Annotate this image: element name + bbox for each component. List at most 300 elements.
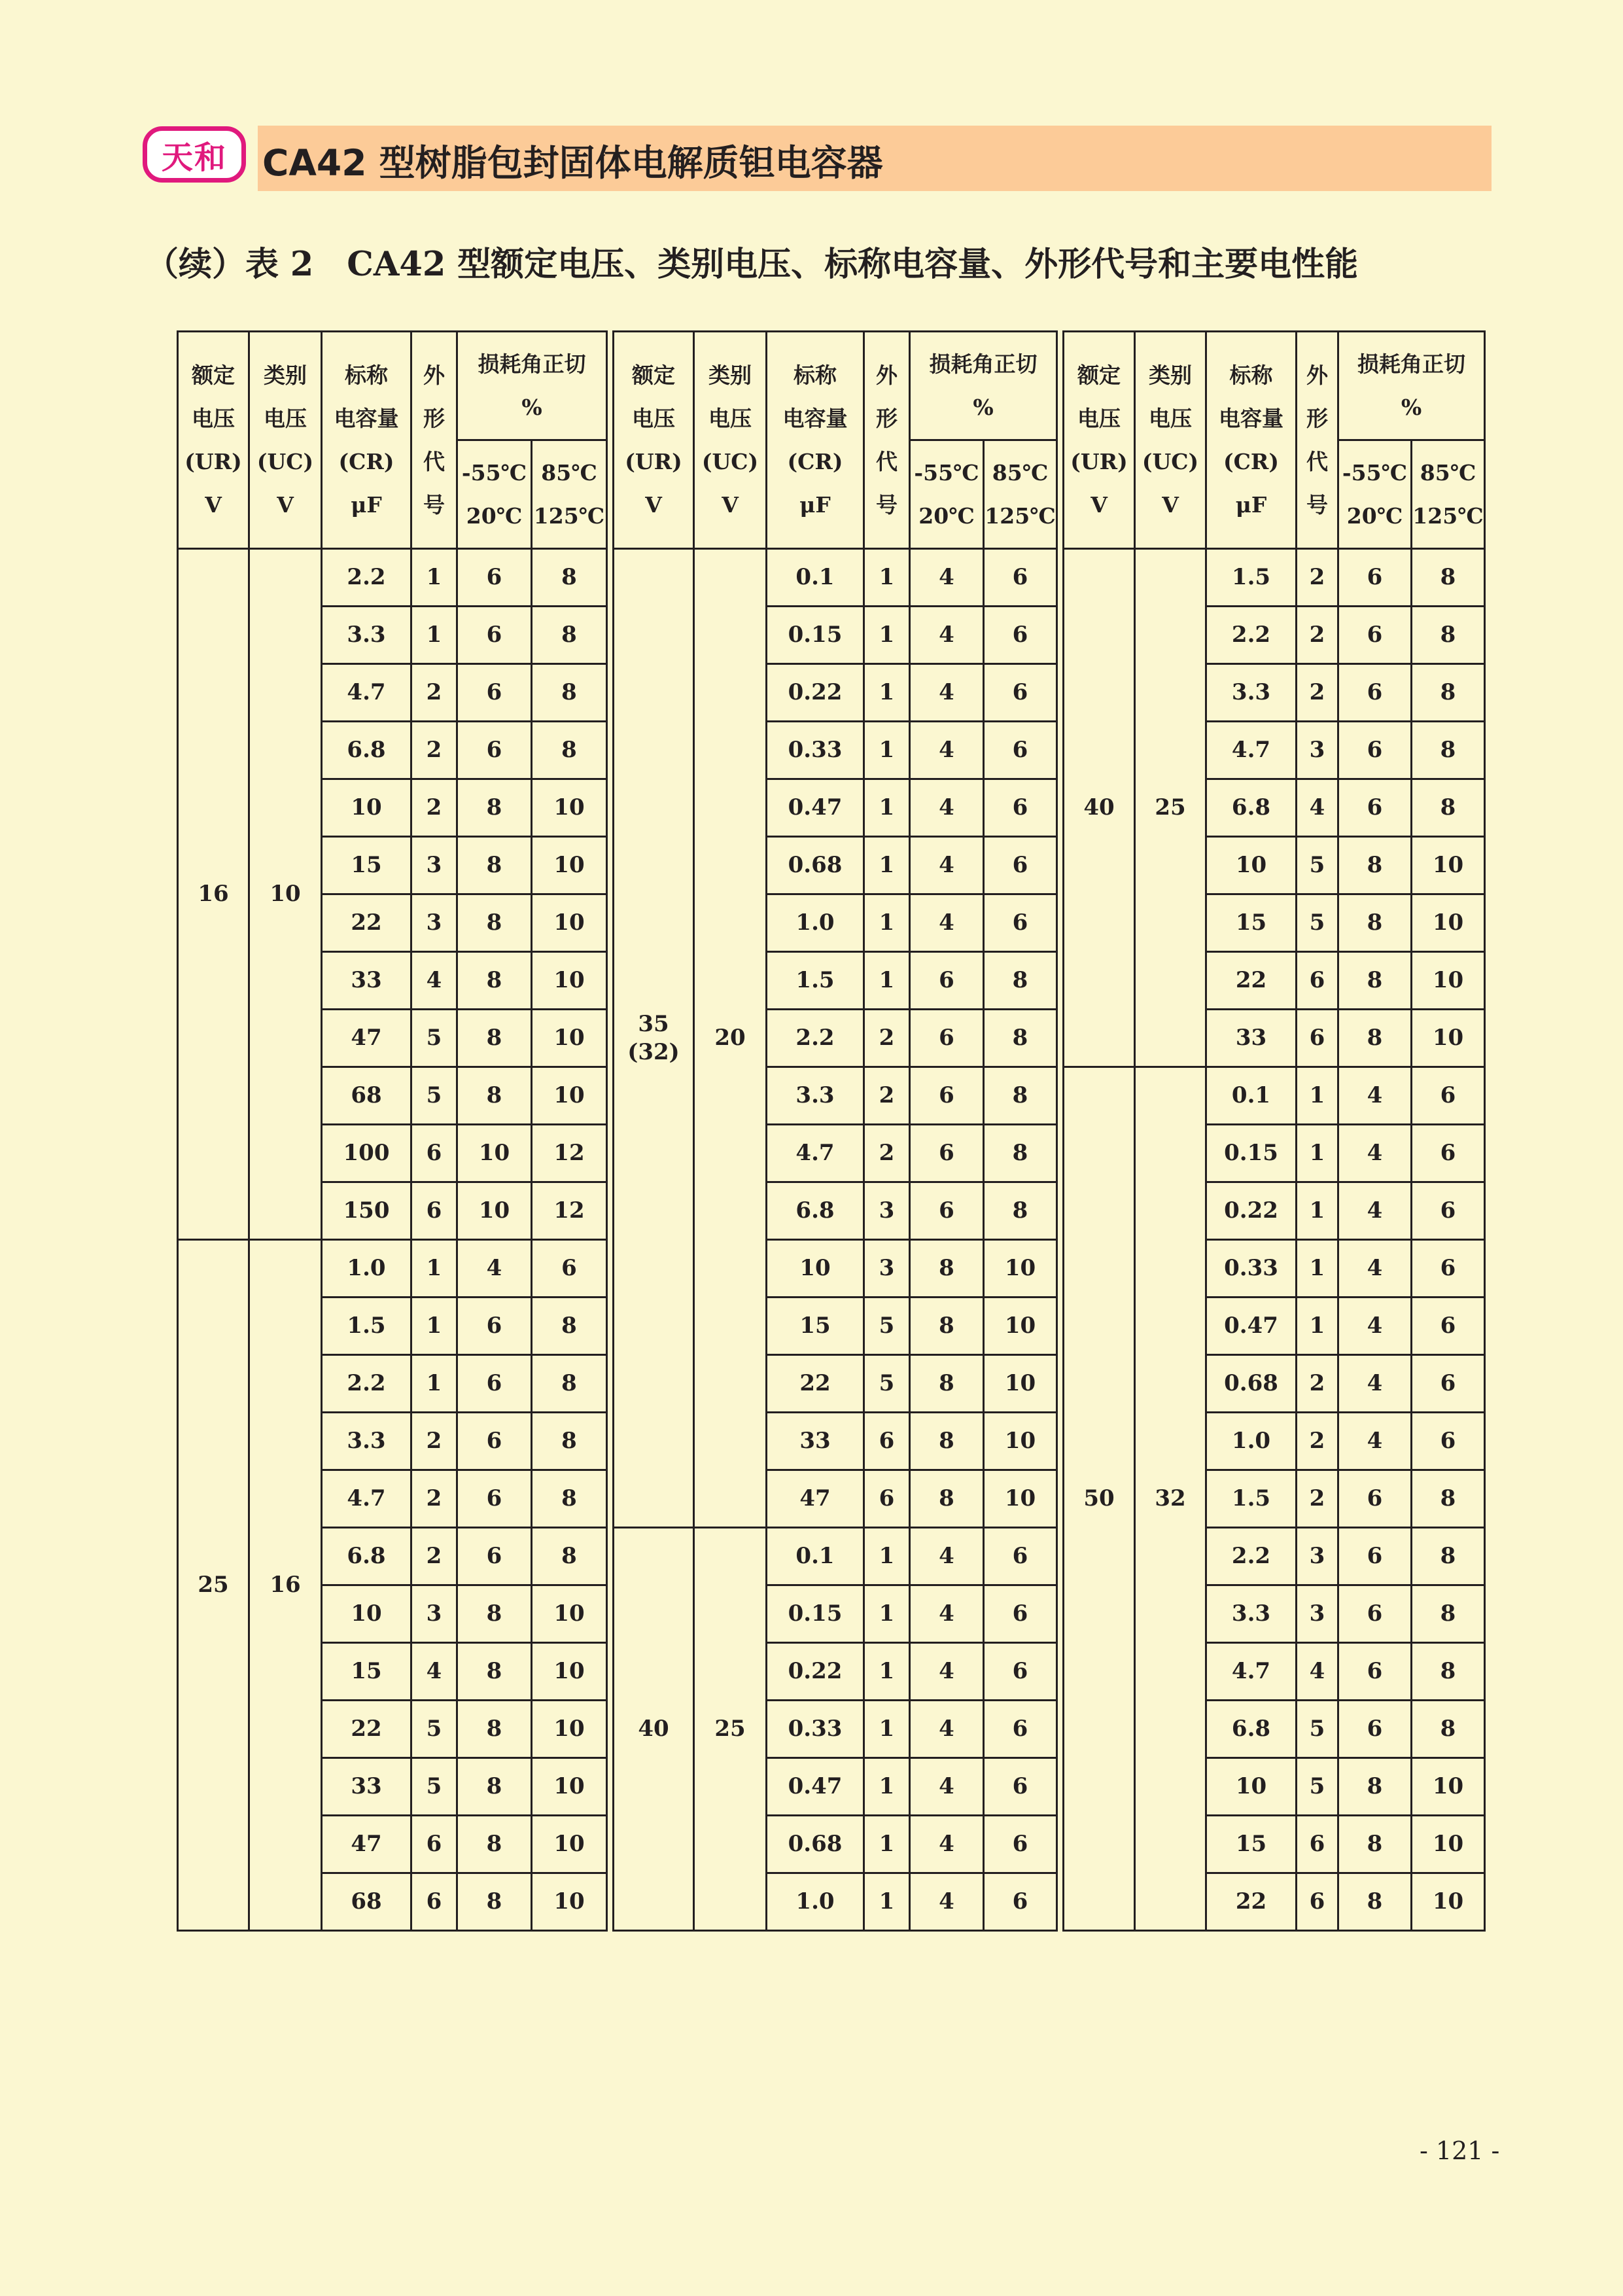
case-code-cell: 5 [411,1701,457,1758]
loss-tangent-low-cell: 4 [910,1701,984,1758]
case-code-cell: 6 [1297,1816,1338,1873]
loss-tangent-high-cell: 6 [984,1873,1057,1931]
loss-tangent-low-cell: 6 [457,664,532,722]
loss-tangent-low-cell: 4 [1338,1355,1412,1413]
loss-tangent-low-cell: 6 [910,952,984,1010]
case-code-cell: 1 [1297,1067,1338,1125]
loss-tangent-high-cell: 10 [532,1816,607,1873]
page-number: - 121 - [1420,2136,1500,2165]
loss-tangent-low-cell: 4 [910,722,984,779]
case-code-cell: 5 [1297,1758,1338,1816]
document-title: CA42 型树脂包封固体电解质钽电容器 [262,142,883,184]
loss-tangent-low-cell: 8 [457,1758,532,1816]
header-temp-low [1338,440,1412,549]
capacitance-cell: 0.1 [767,1528,864,1585]
loss-tangent-high-cell: 8 [532,549,607,607]
capacitance-cell: 0.15 [767,607,864,664]
loss-tangent-high-cell: 6 [984,1643,1057,1701]
capacitance-cell: 15 [322,1643,411,1701]
capacitance-cell: 0.68 [767,1816,864,1873]
loss-tangent-high-cell: 8 [1412,607,1485,664]
header-temp-low [910,440,984,549]
case-code-cell: 2 [1297,549,1338,607]
table-row [178,779,1485,837]
capacitance-cell: 1.0 [1206,1413,1297,1470]
case-code-cell: 1 [864,607,910,664]
loss-tangent-low-cell: 6 [1338,1643,1412,1701]
header-loss-tangent [910,332,1057,440]
capacitance-cell: 68 [322,1873,411,1931]
header-capacitance [767,332,864,549]
capacitance-cell: 22 [1206,952,1297,1010]
header-loss-tangent [1338,332,1485,440]
table-row [178,1355,1485,1413]
header-line: μF [799,491,831,518]
loss-tangent-high-cell: 6 [1412,1125,1485,1182]
loss-tangent-high-cell: 6 [984,1528,1057,1585]
case-code-cell: 2 [411,722,457,779]
header-line: V [645,491,662,518]
case-code-cell: 6 [1297,1010,1338,1067]
case-code-cell: 2 [411,1470,457,1528]
capacitance-cell: 0.1 [767,549,864,607]
table-row [178,894,1485,952]
rated-voltage-cell: 35 (32) [614,549,694,1528]
loss-tangent-low-cell: 4 [1338,1413,1412,1470]
case-code-cell: 4 [411,952,457,1010]
loss-tangent-low-cell: 6 [1338,1701,1412,1758]
case-code-cell: 3 [411,894,457,952]
case-code-cell: 5 [411,1067,457,1125]
header-line: 标称 [1229,362,1273,388]
capacitance-cell: 4.7 [767,1125,864,1182]
loss-tangent-low-cell: 8 [457,837,532,894]
case-code-cell: 1 [864,1528,910,1585]
loss-tangent-low-cell: 8 [457,1873,532,1931]
capacitance-cell: 0.33 [1206,1240,1297,1298]
capacitance-cell: 22 [322,1701,411,1758]
table-row [178,1816,1485,1873]
header-line: 电容量 [334,405,399,431]
loss-tangent-high-cell: 8 [984,1125,1057,1182]
loss-tangent-high-cell: 8 [532,664,607,722]
header-line: μF [351,491,382,518]
case-code-cell: 1 [864,1758,910,1816]
capacitance-cell: 47 [322,1816,411,1873]
loss-tangent-low-cell: 4 [910,664,984,722]
header-line: 额定 [632,362,675,388]
loss-tangent-high-cell: 12 [532,1182,607,1240]
capacitance-cell: 15 [767,1298,864,1355]
case-code-cell: 1 [864,837,910,894]
header-line: 形 [876,405,898,431]
loss-tangent-low-cell: 4 [1338,1240,1412,1298]
rated-voltage-cell: 40 [1064,549,1135,1067]
capacitance-cell: 33 [1206,1010,1297,1067]
header-line: 外 [876,362,898,388]
capacitance-cell: 10 [767,1240,864,1298]
rated-voltage-cell: 40 [614,1528,694,1931]
loss-tangent-low-cell: 4 [910,1528,984,1585]
capacitance-cell: 6.8 [1206,1701,1297,1758]
loss-tangent-low-cell: 4 [910,1643,984,1701]
case-code-cell: 2 [1297,1355,1338,1413]
loss-tangent-low-cell: 4 [910,837,984,894]
case-code-cell: 4 [411,1643,457,1701]
loss-tangent-high-cell: 6 [984,1701,1057,1758]
capacitance-cell: 47 [322,1010,411,1067]
loss-tangent-high-cell: 10 [984,1298,1057,1355]
header-line: 类别 [708,362,752,388]
loss-tangent-low-cell: 4 [910,894,984,952]
capacitance-cell: 2.2 [1206,607,1297,664]
loss-tangent-high-cell: 8 [532,1413,607,1470]
block-gap [1057,332,1064,549]
capacitance-cell: 0.47 [767,779,864,837]
table-row [178,1125,1485,1182]
capacitance-cell: 6.8 [322,722,411,779]
capacitance-cell: 1.0 [767,894,864,952]
loss-tangent-low-cell: 4 [910,1758,984,1816]
loss-tangent-high-cell: 8 [1412,779,1485,837]
case-code-cell: 1 [411,1355,457,1413]
capacitance-cell: 0.15 [1206,1125,1297,1182]
loss-tangent-low-cell: 6 [1338,607,1412,664]
loss-tangent-low-cell: 6 [1338,664,1412,722]
case-code-cell: 1 [1297,1182,1338,1240]
loss-tangent-high-cell: 10 [532,1643,607,1701]
header-case-code [864,332,910,549]
header-line: 85℃ [1420,459,1476,486]
header-line: (UC) [1142,448,1199,474]
loss-tangent-high-cell: 10 [532,1873,607,1931]
case-code-cell: 2 [411,664,457,722]
table-row [178,1470,1485,1528]
case-code-cell: 2 [1297,1413,1338,1470]
loss-tangent-low-cell: 8 [457,894,532,952]
loss-tangent-low-cell: 6 [457,607,532,664]
loss-tangent-high-cell: 10 [984,1470,1057,1528]
block-gap [607,549,614,1931]
loss-tangent-high-cell: 6 [984,1758,1057,1816]
header-temp-high [1412,440,1485,549]
table-row [178,664,1485,722]
header-line: 电压 [264,405,307,431]
header-line: (UR) [1070,448,1128,474]
loss-tangent-high-cell: 6 [1412,1355,1485,1413]
loss-tangent-high-cell: 6 [532,1240,607,1298]
loss-tangent-low-cell: 8 [910,1355,984,1413]
header-line: 125℃ [533,503,605,529]
loss-tangent-high-cell: 10 [532,779,607,837]
header-line: 代 [423,448,445,474]
table-row [178,1643,1485,1701]
loss-tangent-high-cell: 8 [1412,1643,1485,1701]
loss-tangent-high-cell: 10 [532,1758,607,1816]
header-rated-voltage [1064,332,1135,549]
header-line: 形 [423,405,445,431]
loss-tangent-low-cell: 6 [1338,1470,1412,1528]
header-line: 代 [876,448,898,474]
loss-tangent-high-cell: 10 [532,1585,607,1643]
header-line: V [1162,491,1179,518]
case-code-cell: 1 [864,1816,910,1873]
case-code-cell: 1 [411,607,457,664]
header-line: 电容量 [782,405,848,431]
capacitance-cell: 10 [1206,837,1297,894]
capacitance-cell: 0.68 [1206,1355,1297,1413]
loss-tangent-high-cell: 10 [532,1701,607,1758]
capacitance-cell: 3.3 [322,1413,411,1470]
loss-tangent-high-cell: 6 [984,664,1057,722]
case-code-cell: 1 [1297,1298,1338,1355]
loss-tangent-low-cell: 4 [457,1240,532,1298]
category-voltage-cell: 20 [694,549,767,1528]
case-code-cell: 5 [1297,837,1338,894]
capacitance-cell: 4.7 [322,664,411,722]
header-temp-low [457,440,532,549]
loss-tangent-low-cell: 6 [1338,722,1412,779]
header-line: 代 [1306,448,1328,474]
header-line: V [205,491,222,518]
header-line: -55℃ [1342,459,1408,486]
loss-tangent-low-cell: 8 [910,1240,984,1298]
loss-tangent-low-cell: 8 [910,1470,984,1528]
table-row [178,722,1485,779]
loss-tangent-high-cell: 10 [1412,837,1485,894]
case-code-cell: 1 [411,1240,457,1298]
loss-tangent-low-cell: 6 [1338,549,1412,607]
case-code-cell: 1 [1297,1125,1338,1182]
header-line: 损耗角正切 [478,351,586,377]
header-capacitance [322,332,411,549]
block-gap [607,332,614,549]
loss-tangent-low-cell: 6 [1338,1528,1412,1585]
header-line: 标称 [345,362,388,388]
loss-tangent-low-cell: 4 [1338,1298,1412,1355]
case-code-cell: 6 [411,1873,457,1931]
header-line: -55℃ [914,459,979,486]
capacitance-cell: 22 [1206,1873,1297,1931]
loss-tangent-high-cell: 8 [532,1298,607,1355]
loss-tangent-high-cell: 8 [984,1067,1057,1125]
case-code-cell: 5 [864,1298,910,1355]
header-loss-tangent [457,332,607,440]
capacitance-cell: 4.7 [1206,1643,1297,1701]
capacitance-cell: 3.3 [767,1067,864,1125]
capacitance-cell: 100 [322,1125,411,1182]
loss-tangent-low-cell: 10 [457,1182,532,1240]
case-code-cell: 5 [1297,1701,1338,1758]
case-code-cell: 2 [864,1125,910,1182]
loss-tangent-high-cell: 10 [532,1010,607,1067]
loss-tangent-low-cell: 6 [457,722,532,779]
loss-tangent-low-cell: 8 [1338,1758,1412,1816]
loss-tangent-high-cell: 10 [1412,1873,1485,1931]
header-line: 85℃ [992,459,1049,486]
loss-tangent-high-cell: 10 [1412,952,1485,1010]
loss-tangent-low-cell: 4 [1338,1125,1412,1182]
capacitance-cell: 0.22 [767,664,864,722]
capacitor-spec-table [177,330,1486,1932]
case-code-cell: 2 [1297,1470,1338,1528]
case-code-cell: 1 [864,894,910,952]
capacitance-cell: 15 [1206,894,1297,952]
case-code-cell: 5 [864,1355,910,1413]
header-line: 85℃ [541,459,597,486]
loss-tangent-low-cell: 6 [1338,1585,1412,1643]
loss-tangent-high-cell: 6 [984,837,1057,894]
capacitance-cell: 0.47 [767,1758,864,1816]
header-line: 号 [1306,491,1328,518]
header-line: V [277,491,294,518]
capacitance-cell: 10 [322,1585,411,1643]
case-code-cell: 1 [864,1701,910,1758]
capacitance-cell: 6.8 [322,1528,411,1585]
loss-tangent-high-cell: 8 [1412,1528,1485,1585]
loss-tangent-high-cell: 12 [532,1125,607,1182]
header-line: % [1401,394,1422,420]
category-voltage-cell: 10 [249,549,322,1240]
loss-tangent-low-cell: 8 [457,779,532,837]
loss-tangent-high-cell: 10 [1412,1816,1485,1873]
case-code-cell: 3 [864,1182,910,1240]
case-code-cell: 2 [864,1010,910,1067]
capacitance-cell: 1.5 [322,1298,411,1355]
capacitance-cell: 2.2 [322,549,411,607]
case-code-cell: 6 [411,1816,457,1873]
capacitance-cell: 0.47 [1206,1298,1297,1355]
case-code-cell: 2 [411,1528,457,1585]
case-code-cell: 1 [864,664,910,722]
capacitance-cell: 6.8 [1206,779,1297,837]
loss-tangent-high-cell: 10 [1412,1010,1485,1067]
header-line: 20℃ [918,503,975,529]
capacitance-cell: 68 [322,1067,411,1125]
header-line: 电容量 [1219,405,1283,431]
case-code-cell: 2 [411,1413,457,1470]
capacitance-cell: 33 [322,1758,411,1816]
loss-tangent-low-cell: 8 [1338,1010,1412,1067]
case-code-cell: 5 [411,1758,457,1816]
capacitance-cell: 0.68 [767,837,864,894]
loss-tangent-low-cell: 4 [910,779,984,837]
loss-tangent-low-cell: 8 [1338,894,1412,952]
header-line: (CR) [1223,448,1279,474]
header-line: 类别 [264,362,307,388]
loss-tangent-low-cell: 8 [457,1643,532,1701]
header-line: (UR) [184,448,242,474]
category-voltage-cell: 25 [1135,549,1206,1067]
case-code-cell: 6 [1297,1873,1338,1931]
capacitance-cell: 6.8 [767,1182,864,1240]
case-code-cell: 1 [864,779,910,837]
capacitance-cell: 10 [1206,1758,1297,1816]
case-code-cell: 5 [411,1010,457,1067]
header-line: (UR) [625,448,682,474]
capacitance-cell: 4.7 [322,1470,411,1528]
header-line: 电压 [192,405,235,431]
case-code-cell: 1 [864,722,910,779]
loss-tangent-high-cell: 8 [532,607,607,664]
table-row [178,1182,1485,1240]
case-code-cell: 2 [864,1067,910,1125]
loss-tangent-low-cell: 6 [1338,779,1412,837]
capacitance-cell: 0.15 [767,1585,864,1643]
header-row [178,332,1485,440]
table-row [178,1758,1485,1816]
loss-tangent-low-cell: 4 [910,549,984,607]
capacitance-cell: 22 [767,1355,864,1413]
case-code-cell: 4 [1297,779,1338,837]
loss-tangent-low-cell: 8 [457,1585,532,1643]
header-line: (CR) [787,448,843,474]
loss-tangent-low-cell: 6 [457,1355,532,1413]
header-case-code [1297,332,1338,549]
header-line: 号 [876,491,898,518]
table-caption: （续）表 2 CA42 型额定电压、类别电压、标称电容量、外形代号和主要电性能 [145,245,1359,284]
loss-tangent-high-cell: 10 [984,1355,1057,1413]
loss-tangent-low-cell: 8 [457,1067,532,1125]
loss-tangent-low-cell: 4 [910,607,984,664]
capacitance-cell: 2.2 [767,1010,864,1067]
header-line: 125℃ [985,503,1056,529]
header-category-voltage [1135,332,1206,549]
capacitance-cell: 1.5 [1206,549,1297,607]
capacitance-cell: 47 [767,1470,864,1528]
loss-tangent-high-cell: 8 [532,1528,607,1585]
header-line: % [973,394,994,420]
capacitance-cell: 3.3 [1206,1585,1297,1643]
case-code-cell: 1 [864,952,910,1010]
case-code-cell: 1 [411,1298,457,1355]
case-code-cell: 3 [411,837,457,894]
loss-tangent-high-cell: 6 [1412,1182,1485,1240]
capacitance-cell: 0.22 [1206,1182,1297,1240]
capacitance-cell: 2.2 [1206,1528,1297,1585]
header-line: 损耗角正切 [1357,351,1465,377]
loss-tangent-high-cell: 8 [1412,1470,1485,1528]
loss-tangent-low-cell: 6 [457,1413,532,1470]
loss-tangent-high-cell: 8 [984,1182,1057,1240]
loss-tangent-low-cell: 8 [910,1298,984,1355]
loss-tangent-high-cell: 10 [1412,1758,1485,1816]
capacitance-cell: 15 [1206,1816,1297,1873]
header-case-code [411,332,457,549]
table-row [178,1067,1485,1125]
table-row [178,1240,1485,1298]
brand-logo: 天和 [143,126,246,183]
capacitance-cell: 22 [322,894,411,952]
capacitance-cell: 33 [767,1413,864,1470]
case-code-cell: 1 [411,549,457,607]
header-line: -55℃ [461,459,527,486]
case-code-cell: 6 [1297,952,1338,1010]
header-line: 形 [1306,405,1328,431]
loss-tangent-high-cell: 10 [984,1413,1057,1470]
header-line: (CR) [338,448,394,474]
case-code-cell: 4 [1297,1643,1338,1701]
loss-tangent-low-cell: 8 [457,1010,532,1067]
header-line: 电压 [708,405,752,431]
capacitance-cell: 0.33 [767,1701,864,1758]
header-line: (UC) [256,448,314,474]
category-voltage-cell: 25 [694,1528,767,1931]
loss-tangent-high-cell: 8 [1412,1585,1485,1643]
header-line: 20℃ [1346,503,1403,529]
loss-tangent-high-cell: 8 [1412,549,1485,607]
table-row [178,1585,1485,1643]
